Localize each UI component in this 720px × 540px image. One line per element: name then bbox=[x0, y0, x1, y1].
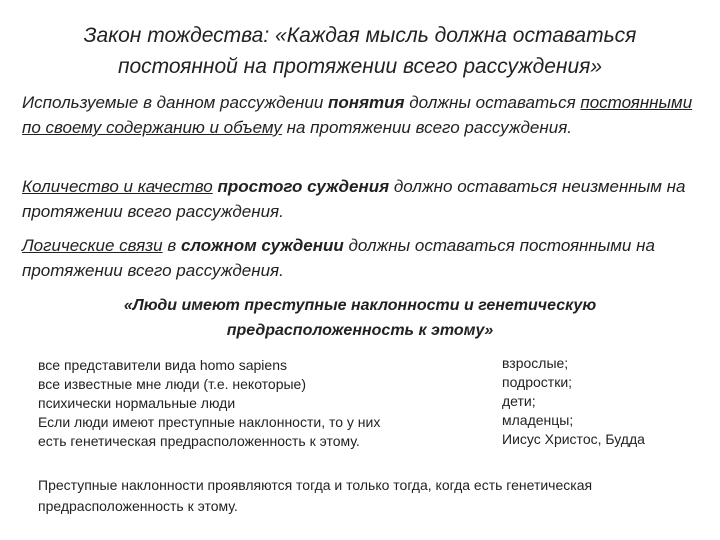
paragraph-concepts bbox=[22, 90, 702, 140]
list-item: младенцы; bbox=[502, 412, 574, 428]
slide-title bbox=[40, 20, 680, 82]
p1-underlined-phrase: постоянными по своему содержанию и объему bbox=[22, 93, 693, 137]
list-item: Иисус Христос, Будда bbox=[502, 431, 645, 447]
example-line-2: предрасположенность к этому» bbox=[226, 322, 494, 339]
list-item: Если люди имеют преступные наклонности, то у них bbox=[38, 414, 381, 430]
list-item: взрослые; bbox=[502, 355, 569, 371]
conclusion-line-2: предрасположенность к этому. bbox=[38, 498, 238, 514]
list-item: все известные мне люди (т.е. некоторые) bbox=[38, 376, 307, 392]
title-line-1: Закон тождества: «Каждая мысль должна оставаться bbox=[83, 24, 637, 47]
example-statement bbox=[60, 293, 660, 343]
p3-text-1: в bbox=[162, 236, 181, 255]
p2-text: должно оставаться неизменным на протяжении всего рассуждения. bbox=[22, 177, 686, 221]
conclusion-line-1: Преступные наклонности проявляются тогда и только тогда, когда есть генетическая bbox=[38, 477, 593, 493]
interpretations-list bbox=[38, 356, 478, 451]
p3-term-complex-judgment: сложном суждении bbox=[180, 236, 344, 255]
title-line-2: постоянной на протяжении всего рассуждения» bbox=[117, 55, 603, 78]
p2-underlined-phrase: Количество и качество bbox=[22, 177, 213, 196]
p1-text-2: должны оставаться bbox=[404, 93, 581, 112]
p3-underlined-phrase: Логические связи bbox=[22, 236, 163, 255]
paragraph-complex-judgment bbox=[22, 233, 702, 283]
list-item: все представители вида homo sapiens bbox=[38, 357, 287, 373]
list-item: психически нормальные люди bbox=[38, 395, 236, 411]
list-item: есть генетическая предрасположенность к этому. bbox=[38, 433, 360, 449]
list-item: дети; bbox=[502, 393, 536, 409]
paragraph-simple-judgment bbox=[22, 174, 702, 224]
examples-list bbox=[502, 354, 702, 449]
p3-text-2: должны оставаться постоянными на протяжении всего рассуждения. bbox=[22, 236, 655, 280]
list-item: подростки; bbox=[502, 374, 573, 390]
p1-term-concepts: понятия bbox=[328, 93, 405, 112]
p2-term-simple-judgment: простого суждения bbox=[217, 177, 390, 196]
conclusion-text bbox=[38, 475, 708, 517]
example-line-1: «Люди имеют преступные наклонности и генетическую bbox=[123, 297, 597, 314]
p1-text-1: Используемые в данном рассуждении bbox=[22, 93, 328, 112]
p1-text-3: на протяжении всего рассуждения. bbox=[281, 118, 572, 137]
